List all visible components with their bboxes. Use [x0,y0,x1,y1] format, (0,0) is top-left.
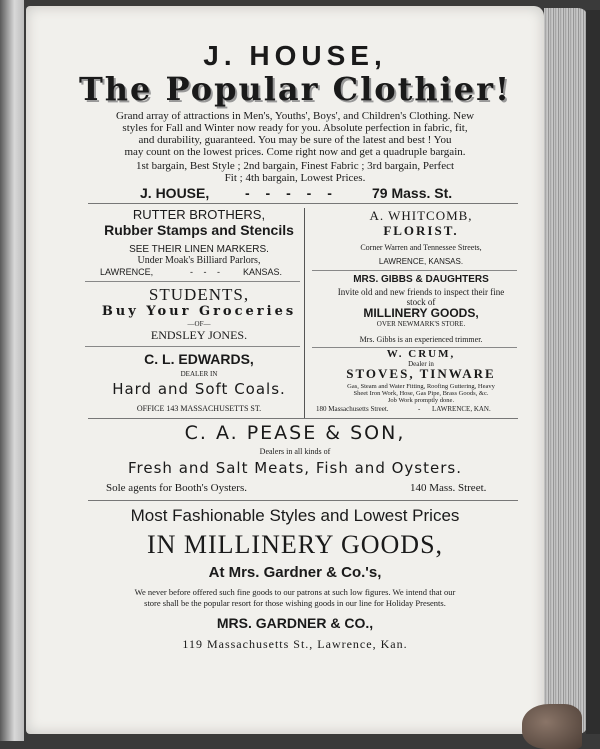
house-bargains-line-1: 1st bargain, Best Style ; 2nd bargain, Finest Fabric ; 3rd bargain, Perfect [135,160,455,172]
holding-thumb [522,704,582,749]
divider-bottom [88,500,518,501]
facing-page-edge [0,0,24,741]
pease-address: 140 Mass. Street. [410,482,487,494]
house-desc-line-2: styles for Fall and Winter now ready for you. Absolute perfection in fabric, fit, [122,122,468,134]
whitcomb-name: A. WHITCOMB, [369,208,473,223]
students-of: —OF— [187,320,211,328]
crum-product: STOVES, TINWARE [346,366,496,381]
house-bargains-line-2: Fit ; 4th bargain, Lowest Prices. [224,172,366,184]
house-footer-name: J. HOUSE, [140,185,210,201]
crum-city: LAWRENCE, KAN. [432,405,491,413]
crum-street: 180 Massachusetts Street. [316,405,389,413]
house-footer-address: 79 Mass. St. [372,185,453,201]
pease-dealers: Dealers in all kinds of [259,447,331,456]
divider-left-1 [85,281,300,282]
gardner-body-line-2: store shall be the popular resort for those wishing goods in our line for Holiday Presents. [144,598,446,608]
gibbs-trimmer: Mrs. Gibbs is an experienced trimmer. [359,335,483,344]
pease-agents: Sole agents for Booth's Oysters. [106,482,247,494]
book-cover-edge [586,10,600,734]
pease-product: Fresh and Salt Meats, Fish and Oysters. [128,459,462,477]
gibbs-store: OVER NEWMARK'S STORE. [376,320,466,328]
crum-dealer: Dealer in [408,360,434,368]
divider-top [88,203,518,204]
house-footer-dashes: - - - - - [245,185,338,201]
crum-desc-line-3: Job Work promptly done. [387,397,455,404]
rutter-product: Rubber Stamps and Stencils [104,222,294,238]
crum-desc-line-1: Gas, Steam and Water Fitting, Roofing Guttering, Heavy [347,383,495,390]
gardner-name: MRS. GARDNER & CO., [216,615,374,631]
gibbs-goods: MILLINERY GOODS, [363,306,479,320]
crum-desc-line-2: Sheet Iron Work, Hose, Gas Pipe, Brass Goods, &c. [353,390,489,397]
rutter-linen: SEE THEIR LINEN MARKERS. [129,244,269,255]
whitcomb-title: FLORIST. [383,223,459,238]
rutter-city: LAWRENCE, [100,267,154,277]
house-desc-line-4: may count on the lowest prices. Come right now and get a quadruple bargain. [124,146,466,158]
crum-dash: - [418,405,421,413]
students-title: STUDENTS, [148,285,250,304]
house-name: J. HOUSE, [203,40,387,71]
gardner-line-3: At Mrs. Gardner & Co.'s, [208,564,382,581]
gibbs-name: MRS. GIBBS & DAUGHTERS [353,274,489,285]
rutter-state: KANSAS. [243,267,283,277]
edwards-name: C. L. EDWARDS, [144,351,254,367]
divider-left-2 [85,346,300,347]
rutter-under: Under Moak's Billiard Parlors, [137,255,261,266]
edwards-dealer: DEALER IN [180,370,218,378]
rutter-dashes: - - - [190,267,224,277]
gibbs-invite-line-1: Invite old and new friends to inspect their fine [337,287,505,297]
divider-right-1 [312,270,517,271]
crum-name: W. CRUM, [386,348,456,360]
gardner-line-1: Most Fashionable Styles and Lowest Prices [130,506,460,525]
rutter-name: RUTTER BROTHERS, [132,207,266,222]
house-headline: The Popular Clothier! [78,70,512,108]
edwards-office: OFFICE 143 MASSACHUSETTS ST. [136,404,262,413]
house-desc-line-3: and durability, guaranteed. You may be sure of the latest and best ! You [138,134,452,146]
gardner-address: 119 Massachusetts St., Lawrence, Kan. [182,637,408,651]
whitcomb-corner: Corner Warren and Tennessee Streets, [360,243,482,252]
students-tagline: Buy Your Groceries [101,304,297,319]
gardner-body-line-1: We never before offered such fine goods to our patrons at such low figures. We intend that our [134,587,456,597]
page-stack-edge [544,8,588,734]
house-desc-line-1: Grand array of attractions in Men's, Youths', Boys', and Children's Clothing. New [115,110,475,122]
divider-middle [88,418,518,419]
gardner-line-2: IN MILLINERY GOODS, [146,530,444,559]
whitcomb-city: LAWRENCE, KANSAS. [378,257,464,266]
edwards-product: Hard and Soft Coals. [112,380,286,398]
pease-name: C. A. PEASE & SON, [184,422,406,444]
gibbs-invite-line-2: stock of [406,297,436,307]
students-seller: ENDSLEY JONES. [150,328,248,342]
